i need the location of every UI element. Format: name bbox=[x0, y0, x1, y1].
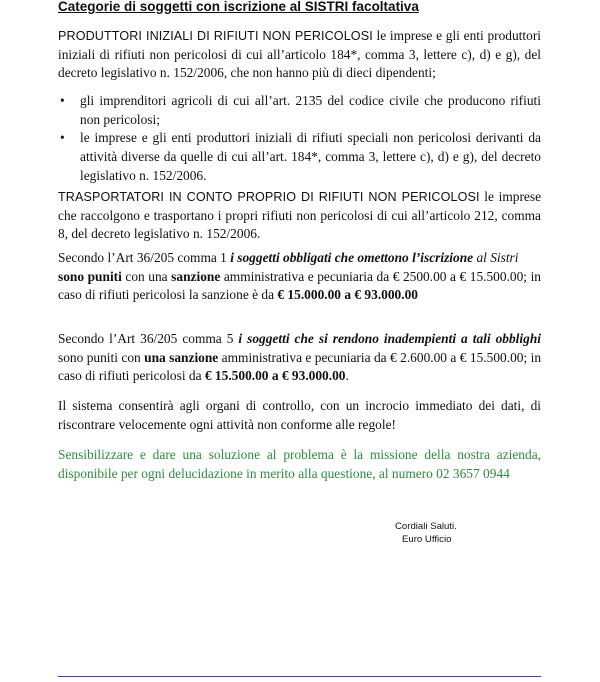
paragraph-produttori bbox=[58, 27, 541, 83]
art5-text-b: sono puniti con bbox=[58, 349, 145, 365]
produttori-text: le imprese e gli enti produttori iniziali di rifiuti non pericolosi di cui all’articolo 184*, comma 3, lettere c), d) e g), del decreto legislativo n. 152/2006, che non hanno più di dieci dipendenti; bbox=[58, 28, 541, 81]
art5-text-c: amministrativa e pecuniaria da € 2.600.00 a € 15.500.00; in caso di rifiuti pericolosi da bbox=[58, 349, 542, 384]
art5-bold-amount: € 15.500.00 a € 93.000.00 bbox=[204, 368, 346, 384]
paragraph-art-comma-5 bbox=[58, 330, 541, 386]
bullet-icon: • bbox=[60, 93, 65, 108]
art1-text-c: amministrativa e pecuniaria da € 2500.00 a € 15.500.00; in caso di rifiuti pericolosi la sanzione è da bbox=[58, 268, 541, 303]
closing-greeting: Cordiali Saluti. bbox=[395, 521, 457, 532]
bottom-rule bbox=[58, 676, 541, 677]
document-heading: Categorie di soggetti con iscrizione al SISTRI facoltativa bbox=[58, 0, 419, 14]
bullet-text: le imprese e gli enti produttori iniziali di rifiuti speciali non pericolosi derivanti da attività diverse da quelle di cui all’art. 184*, comma 3, lettere c), d) e g), del decreto legislativo n. 152/2006. bbox=[80, 130, 541, 183]
trasportatori-lead: TRASPORTATORI IN CONTO PROPRIO DI RIFIUTI NON PERICOLOSI bbox=[58, 190, 480, 204]
art1-bold-puniti: sono puniti bbox=[58, 268, 122, 284]
paragraph-sistema: Il sistema consentirà agli organi di controllo, con un incrocio immediato dei dati, di riscontrare velocemente ogni attività non conforme alle regole! bbox=[58, 398, 541, 432]
art1-bold-amount: € 15.000.00 a € 93.000.00 bbox=[277, 287, 418, 303]
bullet-icon: • bbox=[60, 130, 65, 146]
art5-text-a: Secondo l’Art 36/205 comma 5 bbox=[58, 331, 239, 346]
art5-bold-sanzione: una sanzione bbox=[144, 349, 219, 365]
art1-text-a: Secondo l’Art 36/205 comma 1 bbox=[58, 250, 231, 265]
bullet-text: gli imprenditori agricoli di cui all’art. 2135 del codice civile che producono rifiuti non pericolosi; bbox=[80, 93, 541, 127]
art5-text-d: . bbox=[345, 368, 349, 384]
art1-bold-sanzione: sanzione bbox=[171, 268, 221, 284]
trasportatori-text: le imprese che raccolgono e trasportano i propri rifiuti non pericolosi di cui all’articolo 212, comma 8, del decreto legislativo n. 152/2006. bbox=[58, 189, 542, 242]
closing-signature: Euro Ufficio bbox=[402, 534, 452, 545]
paragraph-trasportatori bbox=[58, 188, 541, 244]
produttori-lead: PRODUTTORI INIZIALI DI RIFIUTI NON PERICOLOSI bbox=[58, 29, 373, 43]
paragraph-art-comma-1 bbox=[58, 249, 541, 305]
paragraph-missione: Sensibilizzare e dare una soluzione al problema è la missione della nostra azienda, disponibile per ogni delucidazione in merito alla questione, al numero 02 3657 0944 bbox=[58, 447, 541, 481]
list-item bbox=[58, 129, 541, 185]
art1-text-b: con una bbox=[121, 268, 172, 284]
art5-bold-italic: i soggetti che si rendono inadempienti a tali obblighi bbox=[238, 331, 541, 346]
list-item bbox=[58, 92, 541, 129]
produttori-bullet-list bbox=[58, 92, 541, 186]
art1-bold-italic: i soggetti obbligati che omettono l’iscrizione bbox=[230, 250, 474, 265]
art1-italic: al Sistri bbox=[473, 250, 519, 265]
